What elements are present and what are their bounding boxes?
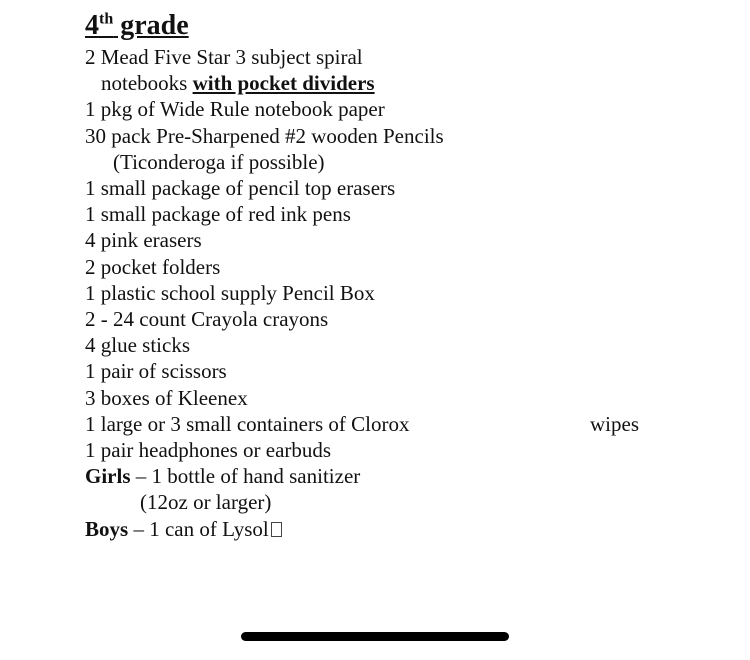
list-item-pink-erasers: 4 pink erasers [85,228,202,253]
home-indicator-bar[interactable] [241,632,509,641]
list-item-pencils: 30 pack Pre-Sharpened #2 wooden Pencils [85,123,444,148]
pocket-dividers-emphasis: with pocket dividers [192,71,375,96]
grade-number: 4 [85,10,99,41]
list-item-clorox: 1 large or 3 small containers of Clorox wipes [85,411,639,436]
list-item-boys: Boys – 1 can of Lysol [85,516,725,542]
list-item-top-erasers: 1 small package of pencil top erasers [85,176,396,201]
girls-label: Girls [85,464,131,489]
list-item-scissors: 1 pair of scissors [85,359,227,384]
list-item-kleenex: 3 boxes of Kleenex [85,385,248,410]
list-item-folders: 2 pocket folders [85,254,221,279]
supply-list-document [85,8,725,542]
grade-ordinal-suffix: th [99,10,114,28]
grade-word: grade [113,10,189,41]
list-item-girls: Girls – 1 bottle of hand sanitizer [85,464,361,489]
list-item-notebooks-continued: notebooks with pocket dividers [101,71,375,96]
clorox-wipes-word: wipes [590,411,639,436]
list-item-glue: 4 glue sticks [85,333,190,358]
list-item-paper: 1 pkg of Wide Rule notebook paper [85,97,385,122]
boys-label: Boys [85,516,129,541]
missing-glyph-box-icon [271,522,282,537]
list-item-notebooks: 2 Mead Five Star 3 subject spiral [85,45,363,69]
list-item-red-pens: 1 small package of red ink pens [85,202,351,227]
list-item-pencil-box: 1 plastic school supply Pencil Box [85,280,375,305]
list-item-pencils-note: (Ticonderoga if possible) [113,149,325,174]
grade-title [85,8,725,44]
list-item-headphones: 1 pair headphones or earbuds [85,438,332,463]
list-item-crayons: 2 - 24 count Crayola crayons [85,307,329,332]
list-item-girls-note: (12oz or larger) [140,490,272,515]
